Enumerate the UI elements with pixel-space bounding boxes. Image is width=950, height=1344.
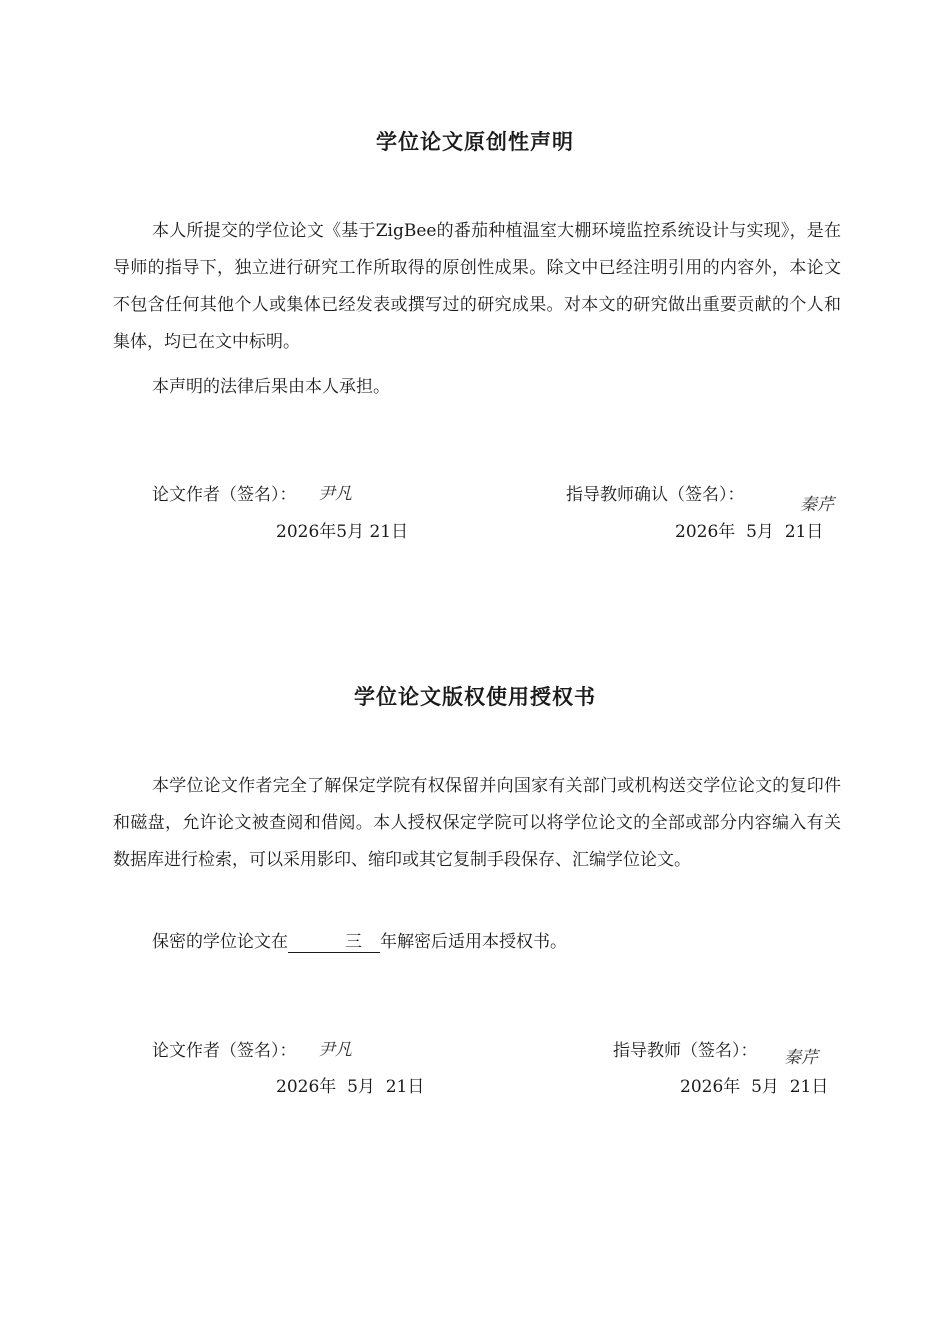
declaration-advisor-label: 指导教师确认（签名）： (566, 485, 745, 505)
authorization-advisor-date: 2026年 5月 21日 (680, 1077, 829, 1097)
authorization-body: 本学位论文作者完全了解保定学院有权保留并向国家有关部门或机构送交学位论文的复印件和磁盘，允许论文被查阅和借阅。本人授权保定学院可以将学位论文的全部或部分内容编入有关数据库进行检索，可以采用影印、缩印或其它复制手段保存、汇编学位论文。 (113, 776, 841, 870)
secrecy-statement (113, 924, 841, 961)
secrecy-years-blank: 三 (288, 932, 380, 953)
authorization-advisor-label: 指导教师（签名）： (613, 1041, 758, 1061)
secrecy-suffix: 年解密后适用本授权书。 (380, 932, 567, 952)
authorization-author-label: 论文作者（签名）： (152, 1041, 297, 1061)
declaration-author-label: 论文作者（签名）： (152, 485, 297, 505)
declaration-liability: 本声明的法律后果由本人承担。 (152, 377, 390, 397)
authorization-author-date: 2026年 5月 21日 (276, 1077, 425, 1097)
declaration-body: 本人所提交的学位论文《基于ZigBee的番茄种植温室大棚环境监控系统设计与实现》，是在导师的指导下，独立进行研究工作所取得的原创性成果。除文中已经注明引用的内容外，本论文不包含任何其他个人或集体已经发表或撰写过的研究成果。对本文的研究做出重要贡献的个人和集体，均已在文中标明。 (113, 221, 841, 352)
secrecy-prefix: 保密的学位论文在 (152, 932, 288, 952)
declaration-author-date: 2026年5月 21日 (276, 522, 409, 542)
authorization-advisor-signature: 秦芹 (784, 1048, 818, 1068)
declaration-advisor-date: 2026年 5月 21日 (675, 522, 824, 542)
authorization-author-signature: 尹凡 (318, 1040, 352, 1060)
declaration-advisor-signature: 秦芹 (800, 495, 834, 515)
declaration-author-signature: 尹凡 (318, 484, 352, 504)
declaration-title: 学位论文原创性声明 (376, 130, 574, 154)
authorization-title: 学位论文版权使用授权书 (354, 685, 596, 709)
